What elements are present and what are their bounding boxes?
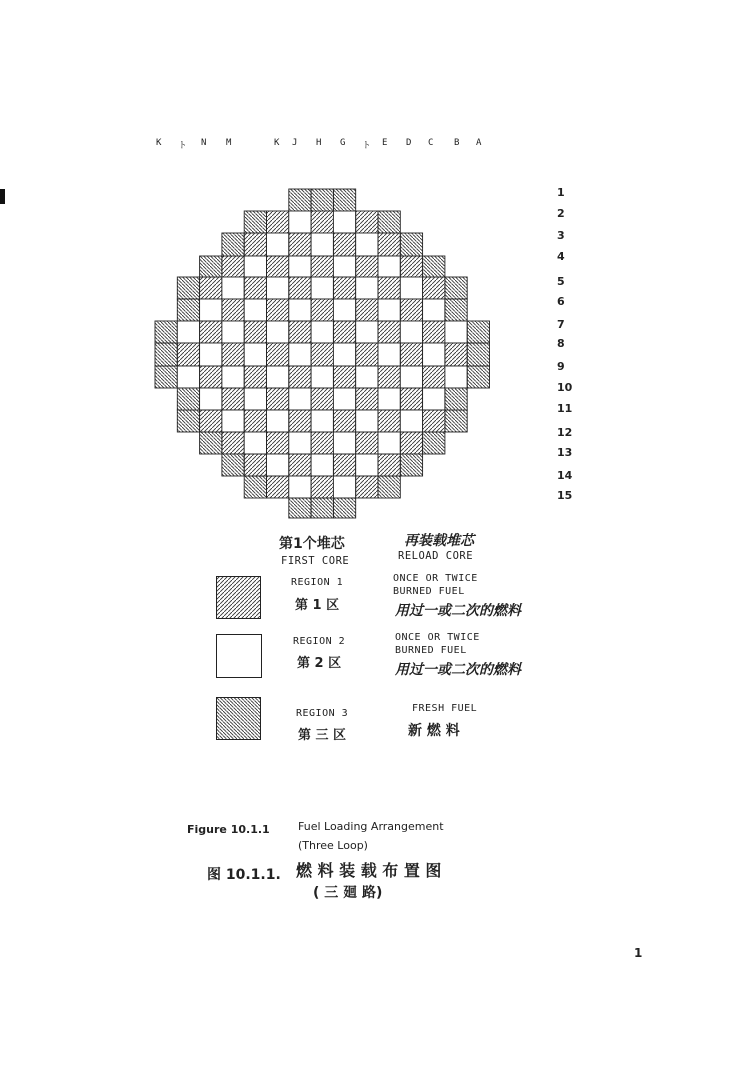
fuel-assembly-cell xyxy=(400,388,422,410)
fuel-assembly-cell xyxy=(356,256,378,277)
region-3-desc-zh: 新 燃 料 xyxy=(408,723,460,739)
row-label: 10 xyxy=(557,381,573,394)
fuel-assembly-cell xyxy=(289,321,311,343)
fuel-assembly-cell xyxy=(289,432,311,454)
fuel-assembly-cell xyxy=(311,321,333,343)
row-label: 1 xyxy=(557,186,565,199)
region-1-swatch xyxy=(216,576,262,620)
row-label: 12 xyxy=(557,426,573,439)
fuel-assembly-cell xyxy=(378,321,400,343)
fuel-assembly-cell xyxy=(311,498,333,518)
fuel-assembly-cell xyxy=(445,299,467,321)
figure-title-en-1: Fuel Loading Arrangement xyxy=(298,820,444,833)
fuel-assembly-cell xyxy=(244,299,266,321)
region-2-label-zh: 第 2 区 xyxy=(297,656,342,671)
fuel-assembly-cell xyxy=(289,299,311,321)
fuel-assembly-cell xyxy=(244,432,266,454)
row-label: 5 xyxy=(557,275,565,288)
fuel-assembly-cell xyxy=(356,211,378,233)
column-label: H xyxy=(316,138,323,148)
fuel-assembly-cell xyxy=(267,432,289,454)
fuel-assembly-cell xyxy=(177,343,199,366)
fuel-assembly-cell xyxy=(267,233,289,256)
column-label: K xyxy=(274,138,281,148)
fuel-assembly-cell xyxy=(445,277,467,299)
fuel-assembly-cell xyxy=(311,476,333,498)
fuel-assembly-cell xyxy=(267,256,289,277)
region-1-desc-zh: 用过一或二次的燃料 xyxy=(395,603,521,619)
fuel-assembly-cell xyxy=(267,410,289,432)
page-number: 1 xyxy=(634,946,643,960)
fuel-assembly-cell xyxy=(244,277,266,299)
fuel-assembly-cell xyxy=(378,277,400,299)
fuel-assembly-cell xyxy=(177,388,199,410)
fuel-assembly-cell xyxy=(356,299,378,321)
region-2-label-en: REGION 2 xyxy=(293,636,346,647)
fuel-assembly-cell xyxy=(356,343,378,366)
fuel-assembly-cell xyxy=(400,432,422,454)
fuel-assembly-cell xyxy=(244,410,266,432)
fuel-assembly-cell xyxy=(445,366,467,388)
fuel-assembly-cell xyxy=(378,233,400,256)
fuel-assembly-cell xyxy=(267,277,289,299)
row-label: 2 xyxy=(557,207,565,220)
fuel-assembly-cell xyxy=(177,299,199,321)
fuel-assembly-cell xyxy=(378,211,400,233)
fuel-assembly-cell xyxy=(378,476,400,498)
fuel-assembly-cell xyxy=(356,476,378,498)
region-2-swatch xyxy=(216,634,262,678)
fuel-assembly-cell xyxy=(400,233,422,256)
fuel-assembly-cell xyxy=(423,321,445,343)
region-2-desc-zh: 用过一或二次的燃料 xyxy=(395,662,521,678)
fuel-assembly-cell xyxy=(333,388,355,410)
row-label: 7 xyxy=(557,318,565,331)
fuel-assembly-cell xyxy=(200,366,222,388)
fuel-assembly-cell xyxy=(445,343,467,366)
fuel-assembly-cell xyxy=(333,410,355,432)
fuel-assembly-cell xyxy=(356,388,378,410)
fuel-assembly-cell xyxy=(333,366,355,388)
fuel-assembly-cell xyxy=(200,343,222,366)
fuel-assembly-cell xyxy=(423,299,445,321)
column-label: A xyxy=(476,138,483,148)
region-2-desc-en-1: ONCE OR TWICE xyxy=(395,632,480,643)
row-label: 4 xyxy=(557,250,565,263)
fuel-assembly-cell xyxy=(423,256,445,277)
fuel-assembly-cell xyxy=(222,410,244,432)
row-label: 8 xyxy=(557,337,565,350)
fuel-assembly-cell xyxy=(311,454,333,476)
fuel-assembly-cell xyxy=(333,454,355,476)
fuel-assembly-cell xyxy=(155,343,177,366)
fuel-assembly-cell xyxy=(177,321,199,343)
figure-title-zh-2: ( 三 廻 路) xyxy=(313,885,383,901)
fuel-assembly-cell xyxy=(289,189,311,211)
fuel-assembly-cell xyxy=(400,299,422,321)
fuel-assembly-cell xyxy=(200,256,222,277)
first-core-zh: 第1个堆芯 xyxy=(279,536,345,552)
fuel-assembly-cell xyxy=(311,388,333,410)
fuel-assembly-cell xyxy=(333,189,355,211)
fuel-assembly-cell xyxy=(289,366,311,388)
fuel-assembly-cell xyxy=(200,388,222,410)
fuel-assembly-cell xyxy=(400,366,422,388)
fuel-assembly-cell xyxy=(378,454,400,476)
fuel-assembly-cell xyxy=(356,432,378,454)
figure-title-en-2: (Three Loop) xyxy=(298,839,368,852)
fuel-assembly-cell xyxy=(311,299,333,321)
fuel-assembly-cell xyxy=(267,388,289,410)
figure-label-zh: 图 10.1.1. xyxy=(207,867,281,883)
fuel-assembly-cell xyxy=(423,366,445,388)
figure-title-zh-1: 燃 料 装 载 布 置 图 xyxy=(296,861,442,880)
fuel-assembly-cell xyxy=(400,410,422,432)
fuel-assembly-cell xyxy=(356,321,378,343)
row-label: 9 xyxy=(557,360,565,373)
fuel-assembly-cell xyxy=(222,388,244,410)
fuel-assembly-cell xyxy=(445,321,467,343)
fuel-assembly-cell xyxy=(244,233,266,256)
fuel-assembly-cell xyxy=(311,366,333,388)
fuel-assembly-cell xyxy=(289,233,311,256)
row-label: 13 xyxy=(557,446,573,459)
fuel-assembly-cell xyxy=(244,343,266,366)
fuel-assembly-cell xyxy=(200,432,222,454)
fuel-assembly-cell xyxy=(222,256,244,277)
row-label: 3 xyxy=(557,229,565,242)
fuel-assembly-cell xyxy=(267,343,289,366)
row-label: 14 xyxy=(557,469,573,482)
fuel-assembly-cell xyxy=(155,366,177,388)
fuel-assembly-cell xyxy=(244,476,266,498)
fuel-assembly-cell xyxy=(378,366,400,388)
fuel-assembly-cell xyxy=(311,410,333,432)
fuel-assembly-cell xyxy=(378,256,400,277)
fuel-assembly-cell xyxy=(289,388,311,410)
fuel-assembly-cell xyxy=(200,410,222,432)
fuel-assembly-cell xyxy=(289,476,311,498)
fuel-assembly-cell xyxy=(378,299,400,321)
fuel-assembly-cell xyxy=(378,388,400,410)
fuel-assembly-cell xyxy=(267,476,289,498)
fuel-assembly-cell xyxy=(244,211,266,233)
fuel-assembly-cell xyxy=(467,343,489,366)
fuel-assembly-cell xyxy=(222,277,244,299)
region-1-label-en: REGION 1 xyxy=(291,577,344,588)
fuel-assembly-cell xyxy=(356,454,378,476)
column-label: C xyxy=(428,138,435,148)
fuel-assembly-cell xyxy=(222,299,244,321)
fuel-assembly-cell xyxy=(177,366,199,388)
fuel-assembly-cell xyxy=(445,388,467,410)
fuel-assembly-cell xyxy=(244,388,266,410)
fuel-assembly-cell xyxy=(267,299,289,321)
fuel-assembly-cell xyxy=(445,410,467,432)
region-3-label-en: REGION 3 xyxy=(296,708,349,719)
fuel-assembly-cell xyxy=(289,211,311,233)
fuel-assembly-cell xyxy=(333,277,355,299)
fuel-assembly-cell xyxy=(289,454,311,476)
fuel-assembly-cell xyxy=(423,343,445,366)
region-1-label-zh: 第 1 区 xyxy=(295,598,340,613)
fuel-assembly-cell xyxy=(333,211,355,233)
fuel-assembly-cell xyxy=(267,454,289,476)
fuel-assembly-cell xyxy=(400,277,422,299)
fuel-assembly-cell xyxy=(356,233,378,256)
fuel-assembly-cell xyxy=(378,432,400,454)
region-1-desc-en-1: ONCE OR TWICE xyxy=(393,573,478,584)
region-1-desc-en-2: BURNED FUEL xyxy=(393,586,465,597)
fuel-assembly-cell xyxy=(356,366,378,388)
fuel-assembly-cell xyxy=(244,366,266,388)
fuel-assembly-cell xyxy=(333,476,355,498)
fuel-assembly-cell xyxy=(400,454,422,476)
fuel-assembly-cell xyxy=(289,277,311,299)
fuel-assembly-cell xyxy=(311,256,333,277)
column-label: G xyxy=(340,138,347,148)
region-3-label-zh: 第 三 区 xyxy=(298,728,347,743)
fuel-assembly-cell xyxy=(378,343,400,366)
fuel-assembly-cell xyxy=(222,432,244,454)
fuel-assembly-cell xyxy=(333,299,355,321)
fuel-assembly-cell xyxy=(289,343,311,366)
column-label: B xyxy=(454,138,461,148)
fuel-assembly-cell xyxy=(200,299,222,321)
region-2-desc-en-2: BURNED FUEL xyxy=(395,645,467,656)
fuel-assembly-cell xyxy=(423,388,445,410)
column-label: M xyxy=(226,138,233,148)
column-label: E xyxy=(382,138,389,148)
fuel-assembly-cell xyxy=(333,233,355,256)
fuel-assembly-cell xyxy=(222,343,244,366)
fuel-assembly-cell xyxy=(289,498,311,518)
fuel-assembly-cell xyxy=(467,321,489,343)
fuel-assembly-cell xyxy=(311,343,333,366)
row-label: 6 xyxy=(557,295,565,308)
fuel-assembly-cell xyxy=(333,498,355,518)
fuel-assembly-cell xyxy=(311,189,333,211)
fuel-assembly-cell xyxy=(356,410,378,432)
fuel-assembly-cell xyxy=(423,432,445,454)
fuel-assembly-cell xyxy=(222,321,244,343)
fuel-assembly-cell xyxy=(311,233,333,256)
fuel-assembly-cell xyxy=(267,211,289,233)
fuel-assembly-cell xyxy=(311,211,333,233)
row-label: 15 xyxy=(557,489,573,502)
fuel-assembly-cell xyxy=(311,432,333,454)
fuel-assembly-cell xyxy=(155,321,177,343)
column-label: ト xyxy=(178,141,189,151)
fuel-assembly-cell xyxy=(222,233,244,256)
fuel-assembly-cell xyxy=(200,321,222,343)
fuel-assembly-cell xyxy=(267,321,289,343)
fuel-assembly-cell xyxy=(222,454,244,476)
fuel-assembly-cell xyxy=(289,410,311,432)
column-label: N xyxy=(201,138,208,148)
fuel-assembly-cell xyxy=(289,256,311,277)
figure-label-en: Figure 10.1.1 xyxy=(187,823,270,836)
column-label: K xyxy=(156,138,163,148)
fuel-assembly-cell xyxy=(222,366,244,388)
column-label: ト xyxy=(362,141,373,151)
fuel-assembly-cell xyxy=(333,432,355,454)
region-3-desc-en: FRESH FUEL xyxy=(412,703,478,714)
fuel-assembly-cell xyxy=(200,277,222,299)
fuel-assembly-cell xyxy=(423,277,445,299)
fuel-assembly-cell xyxy=(467,366,489,388)
fuel-assembly-cell xyxy=(177,277,199,299)
fuel-assembly-cell xyxy=(378,410,400,432)
column-label: J xyxy=(292,138,299,148)
fuel-assembly-cell xyxy=(244,256,266,277)
fuel-assembly-cell xyxy=(333,321,355,343)
fuel-assembly-cell xyxy=(311,277,333,299)
column-label: D xyxy=(406,138,413,148)
fuel-assembly-cell xyxy=(400,343,422,366)
fuel-assembly-cell xyxy=(333,256,355,277)
fuel-assembly-cell xyxy=(400,256,422,277)
reload-core-zh: 再装载堆芯 xyxy=(404,533,474,549)
first-core-en: FIRST CORE xyxy=(281,555,350,567)
region-3-swatch xyxy=(216,697,262,741)
fuel-assembly-cell xyxy=(400,321,422,343)
fuel-assembly-cell xyxy=(267,366,289,388)
row-label: 11 xyxy=(557,402,573,415)
fuel-assembly-cell xyxy=(244,454,266,476)
fuel-assembly-cell xyxy=(423,410,445,432)
fuel-assembly-cell xyxy=(356,277,378,299)
reload-core-en: RELOAD CORE xyxy=(398,550,474,562)
fuel-assembly-cell xyxy=(244,321,266,343)
fuel-assembly-cell xyxy=(333,343,355,366)
fuel-assembly-cell xyxy=(177,410,199,432)
